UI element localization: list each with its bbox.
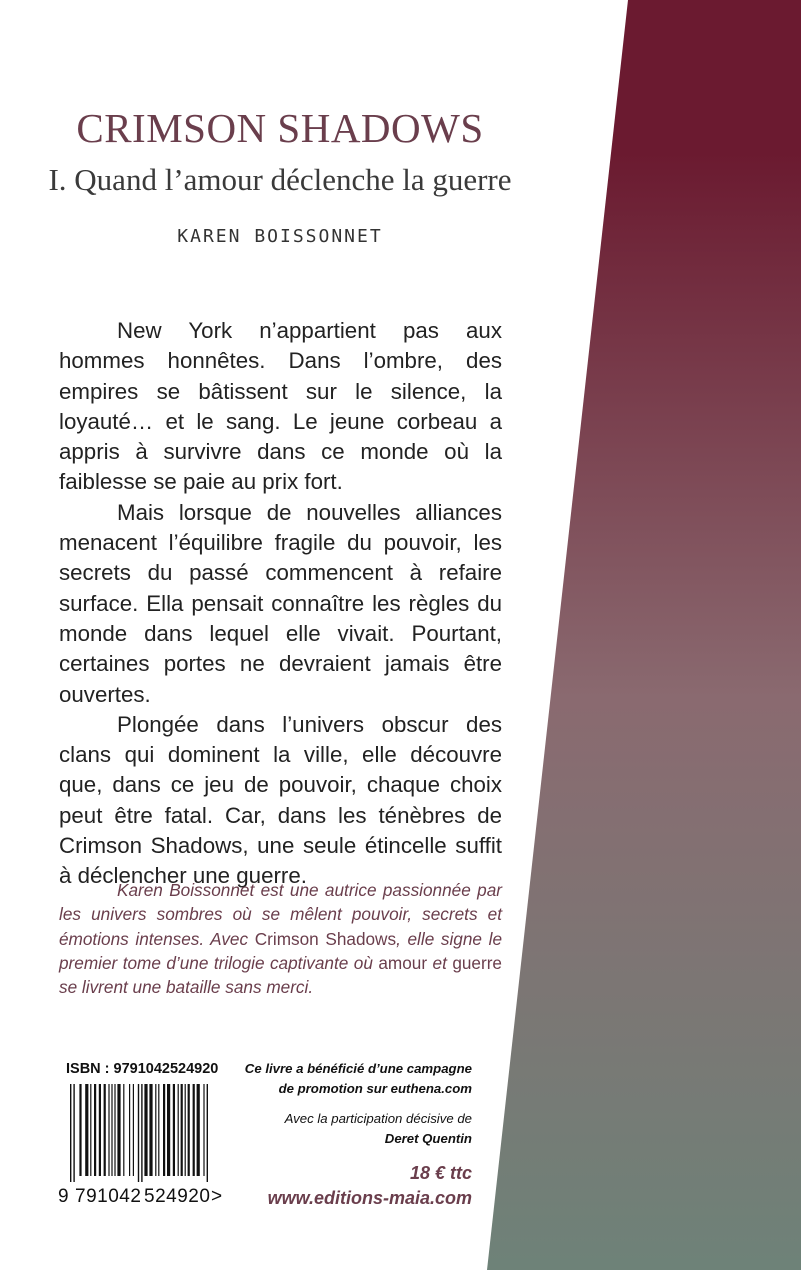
barcode-bar (79, 1084, 81, 1176)
barcode-bar (158, 1084, 159, 1176)
barcode-bar (117, 1084, 120, 1176)
bio-book-name: Crimson Shadows (254, 928, 397, 949)
barcode-bar (133, 1084, 134, 1176)
bio-word-amour: amour (378, 952, 428, 973)
barcode-digit-group: > (211, 1186, 223, 1207)
barcode-bar (90, 1084, 91, 1176)
isbn-label: ISBN : 9791042524920 (66, 1061, 219, 1077)
bio-text: , elle signe le premier tome d’une trilogie captivante où (59, 928, 503, 973)
bio-text: et (427, 952, 453, 973)
campaign-note: Ce livre a bénéficié d’une campagne de promotion sur euthena.com (244, 1061, 472, 1096)
barcode-bar (104, 1084, 106, 1176)
barcode-bar (108, 1084, 109, 1176)
barcode-bar (207, 1084, 208, 1182)
barcode-bar (167, 1084, 170, 1176)
bio-text: Karen Boissonnet est une autrice passionnée par les univers sombres où se mêlent pouvoir, secrets et émotions intenses. Avec (59, 880, 502, 949)
barcode-bar (185, 1084, 186, 1176)
participation-note (230, 1109, 472, 1149)
barcode-digit-group: 791042 (75, 1186, 142, 1207)
barcode-bar (173, 1084, 175, 1176)
barcode-bar (188, 1084, 190, 1176)
price: 18 € ttc (409, 1163, 472, 1183)
book-title: CRIMSON SHADOWS (76, 105, 484, 151)
author-name: KAREN BOISSONNET (177, 226, 383, 247)
publisher-website: www.editions-maia.com (267, 1188, 472, 1208)
barcode-bar (193, 1084, 195, 1176)
barcode-bar (181, 1084, 183, 1176)
barcode-bar (70, 1084, 71, 1182)
barcode-bar (163, 1084, 165, 1176)
barcode-bar (94, 1084, 96, 1176)
author-bio (59, 878, 502, 999)
barcode-bar (111, 1084, 112, 1176)
barcode-bar (141, 1084, 142, 1182)
bio-word-guerre: guerre (452, 952, 502, 973)
barcode-digits (58, 1186, 228, 1210)
barcode-bar (155, 1084, 156, 1176)
author-bio-text (59, 878, 502, 999)
publisher-credits (230, 1059, 472, 1209)
barcode-digit-group: 524920 (144, 1186, 211, 1207)
participation-label: Avec la participation décisive de (284, 1111, 472, 1126)
synopsis-paragraph: New York n’appartient pas aux hommes honnêtes. Dans l’ombre, des empires se bâtissent sur le silence, la loyauté… et le sang. Le jeune corbeau a appris à survivre dans ce monde où la faiblesse se paie au prix fort. (59, 318, 502, 495)
barcode-bar (203, 1084, 204, 1176)
synopsis-paragraph: Plongée dans l’univers obscur des clans qui dominent la ville, elle découvre que, dans ce jeu de pouvoir, chaque choix peut être fatal. Car, dans les ténèbres de Crimson Shadows, une seule étincelle suffit à déclencher une guerre. (59, 711, 502, 889)
barcode (70, 1084, 212, 1182)
barcode-bar (73, 1084, 74, 1182)
synopsis (59, 316, 502, 892)
barcode-bar (129, 1084, 130, 1176)
barcode-bar (99, 1084, 101, 1176)
barcode-bar (149, 1084, 152, 1176)
synopsis-paragraph: Mais lorsque de nouvelles alliances menacent l’équilibre fragile du pouvoir, les secrets du passé commencent à refaire surface. Ella pensait connaître les règles du monde dans lequel elle vivait. Pourtant, certaines portes ne devraient jamais être ouvertes. (59, 499, 502, 707)
barcode-bar (197, 1084, 200, 1176)
barcode-bar (178, 1084, 179, 1176)
barcode-bar (123, 1084, 124, 1176)
barcode-bar (144, 1084, 147, 1176)
participant-name: Deret Quentin (384, 1131, 472, 1146)
book-subtitle: I. Quand l’amour déclenche la guerre (48, 162, 512, 197)
barcode-digit-group: 9 (58, 1186, 69, 1207)
barcode-bar (138, 1084, 139, 1182)
barcode-bar (114, 1084, 115, 1176)
barcode-bar (85, 1084, 88, 1176)
bio-text: se livrent une bataille sans merci. (59, 977, 314, 998)
